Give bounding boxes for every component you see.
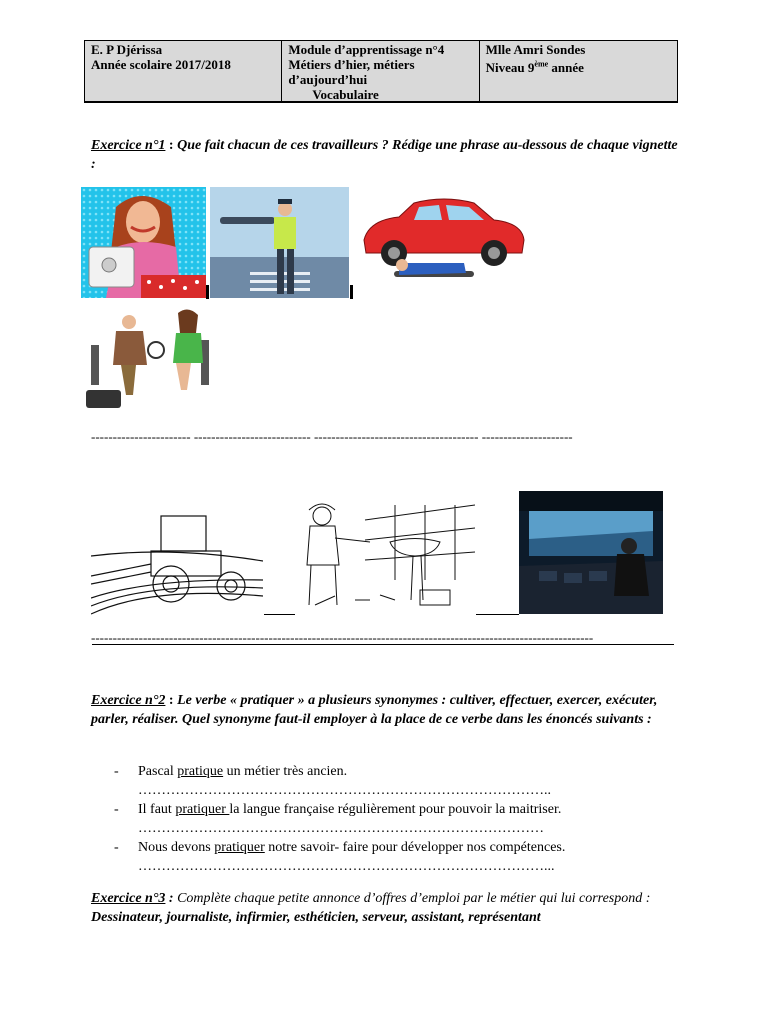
answer-blank: …………………………………………………………………………….. xyxy=(138,783,551,798)
target-word: pratique xyxy=(177,764,224,779)
answer-line-row2: -------------------------------------------------------------------------------------------------------------------- xyxy=(91,630,594,645)
teacher-name: Mlle Amri Sondes xyxy=(485,42,586,57)
farmer-tractor-image xyxy=(91,506,263,615)
school-year: Année scolaire 2017/2018 xyxy=(91,57,231,72)
exercise2-items xyxy=(114,762,684,876)
sentence-item: - Nous devons pratiquer notre savoir- faire pour développer nos compétences. ……………………………………………………………………………... xyxy=(114,840,566,874)
header-school-cell xyxy=(85,41,282,101)
seamstress-image xyxy=(81,187,206,298)
exercise3-title: Exercice n°3 xyxy=(91,891,166,906)
exercise2-title: Exercice n°2 xyxy=(91,693,166,708)
image-border-mark xyxy=(350,285,353,299)
answer-blank: …………………………………………………………………………… xyxy=(138,821,544,836)
module-title-1: Métiers d’hier, métiers xyxy=(288,57,415,72)
traffic-police-image xyxy=(210,187,349,298)
answer-line-row1: ----------------------- --------------------------- -------------------------------------- --------------------- xyxy=(91,429,573,444)
target-word: pratiquer xyxy=(214,840,265,855)
module-number: Module d’apprentissage n°4 xyxy=(288,42,445,57)
exercise3-instructions: Exercice n°3 : Complète chaque petite annonce d’offres d’emploi par le métier qui lui correspond : Dessinateur, journaliste, infirmier, esthéticien, serveur, assistant, représentant xyxy=(91,891,651,925)
exercise3-word-list: Dessinateur, journaliste, infirmier, esthéticien, serveur, assistant, représentant xyxy=(91,910,541,925)
header-table xyxy=(84,40,678,103)
target-word: pratiquer xyxy=(175,802,230,817)
exercise3-prompt: Complète chaque petite annonce d’offres d’emploi par le métier qui lui correspond : xyxy=(177,891,651,906)
exercise2-instructions: Exercice n°2 : Le verbe « pratiquer » a plusieurs synonymes : cultiver, effectuer, exercer, exécuter, parler, réaliser. Quel synonyme faut-il employer à la place de ce verbe dans les énoncés suivants : xyxy=(91,693,658,727)
sentence-item: - Pascal pratique un métier très ancien. …………………………………………………………………………….. xyxy=(114,764,551,798)
exercise1-prompt: Que fait chacun de ces travailleurs ? Rédige une phrase au-dessous de chaque vignette : xyxy=(91,138,678,172)
module-topic: Vocabulaire xyxy=(312,87,379,102)
module-title-2: d’aujourd’hui xyxy=(288,72,368,87)
header-module-cell xyxy=(282,41,479,101)
image-border-mark xyxy=(206,285,209,299)
class-level: Niveau 9ème année xyxy=(485,60,584,76)
driving-instructor-image xyxy=(81,305,225,413)
exercise1-title: Exercice n°1 xyxy=(91,138,166,153)
car-mechanic-image xyxy=(354,195,528,295)
separator-line xyxy=(92,644,674,645)
header-teacher-cell xyxy=(480,41,677,101)
answer-blank: ……………………………………………………………………………... xyxy=(138,859,555,874)
answer-underline xyxy=(476,614,519,615)
pilot-cockpit-image xyxy=(519,491,663,614)
school-name: E. P Djérissa xyxy=(91,42,163,57)
exercise1-instructions: Exercice n°1 : Que fait chacun de ces travailleurs ? Rédige une phrase au-dessous de chaque vignette : xyxy=(91,138,678,172)
exercise2-prompt: Le verbe « pratiquer » a plusieurs synonymes : cultiver, effectuer, exercer, exécuter, parler, réaliser. Quel synonyme faut-il employer à la place de ce verbe dans les énoncés suivants : xyxy=(91,693,658,727)
plumber-image xyxy=(295,500,475,613)
answer-underline xyxy=(264,614,295,615)
sentence-item: - Il faut pratiquer la langue française régulièrement pour pouvoir la maitriser. …………………………………………………………………………… xyxy=(114,802,562,836)
